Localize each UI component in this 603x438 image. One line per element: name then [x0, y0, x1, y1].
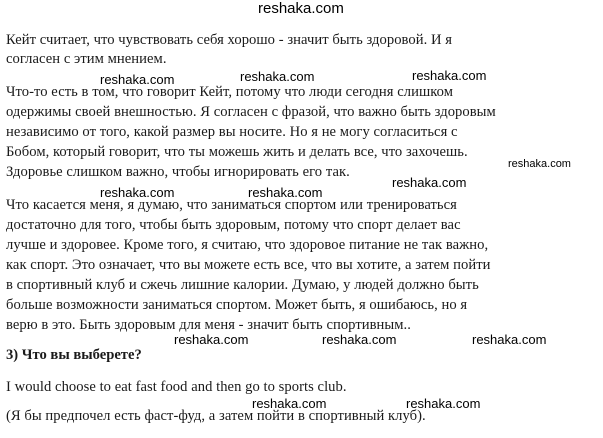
paragraph-3-line-2: достаточно для того, чтобы быть здоровым, потому что спорт делает вас [6, 217, 461, 233]
watermark: reshaka.com [240, 69, 315, 84]
paragraph-2-line-2: одержимы своей внешностью. Я согласен с фразой, что важно быть здоровым [6, 104, 496, 120]
watermark: reshaka.com [174, 332, 249, 347]
watermark: reshaka.com [472, 332, 547, 347]
paragraph-3-line-4: как спорт. Это означает, что вы можете есть все, что вы хотите, а затем пойти [6, 257, 491, 273]
watermark: reshaka.com [406, 396, 481, 411]
question-heading: 3) Что вы выберете? [6, 347, 142, 363]
paragraph-2-line-3: независимо от того, какой размер вы носите. Но я не могу согласиться с [6, 124, 458, 140]
paragraph-3-line-1: Что касается меня, я думаю, что заниматься спортом или тренироваться [6, 197, 457, 213]
paragraph-3-line-7: верю в это. Быть здоровым для меня - значит быть спортивным.. [6, 317, 411, 333]
watermark: reshaka.com [252, 396, 327, 411]
paragraph-1-line-2: согласен с этим мнением. [6, 51, 167, 67]
watermark: reshaka.com [412, 68, 487, 83]
watermark: reshaka.com [248, 185, 323, 200]
watermark: reshaka.com [508, 158, 571, 170]
watermark: reshaka.com [100, 185, 175, 200]
watermark: reshaka.com [100, 72, 175, 87]
answer-russian: (Я бы предпочел есть фаст-фуд, а затем пойти в спортивный клуб). [6, 408, 426, 424]
watermark: reshaka.com [322, 332, 397, 347]
answer-english: I would choose to eat fast food and then go to sports club. [6, 379, 347, 395]
paragraph-2-line-4: Бобом, который говорит, что ты можешь жить и делать все, что захочешь. [6, 144, 468, 160]
paragraph-3-line-6: больше возможности заниматься спортом. Может быть, я ошибаюсь, но я [6, 297, 468, 313]
paragraph-2-line-5: Здоровье слишком важно, чтобы игнорировать его так. [6, 164, 350, 180]
paragraph-1-line-1: Кейт считает, что чувствовать себя хорошо - значит быть здоровой. И я [6, 32, 453, 48]
paragraph-3-line-3: лучше и здоровее. Кроме того, я считаю, что здоровое питание не так важно, [6, 237, 489, 253]
paragraph-3-line-5: в спортивный клуб и сжечь лишние калории. Думаю, у людей должно быть [6, 277, 479, 293]
watermark: reshaka.com [392, 175, 467, 190]
watermark-top: reshaka.com [258, 0, 344, 17]
paragraph-2-line-1: Что-то есть в том, что говорит Кейт, потому что люди сегодня слишком [6, 84, 454, 100]
